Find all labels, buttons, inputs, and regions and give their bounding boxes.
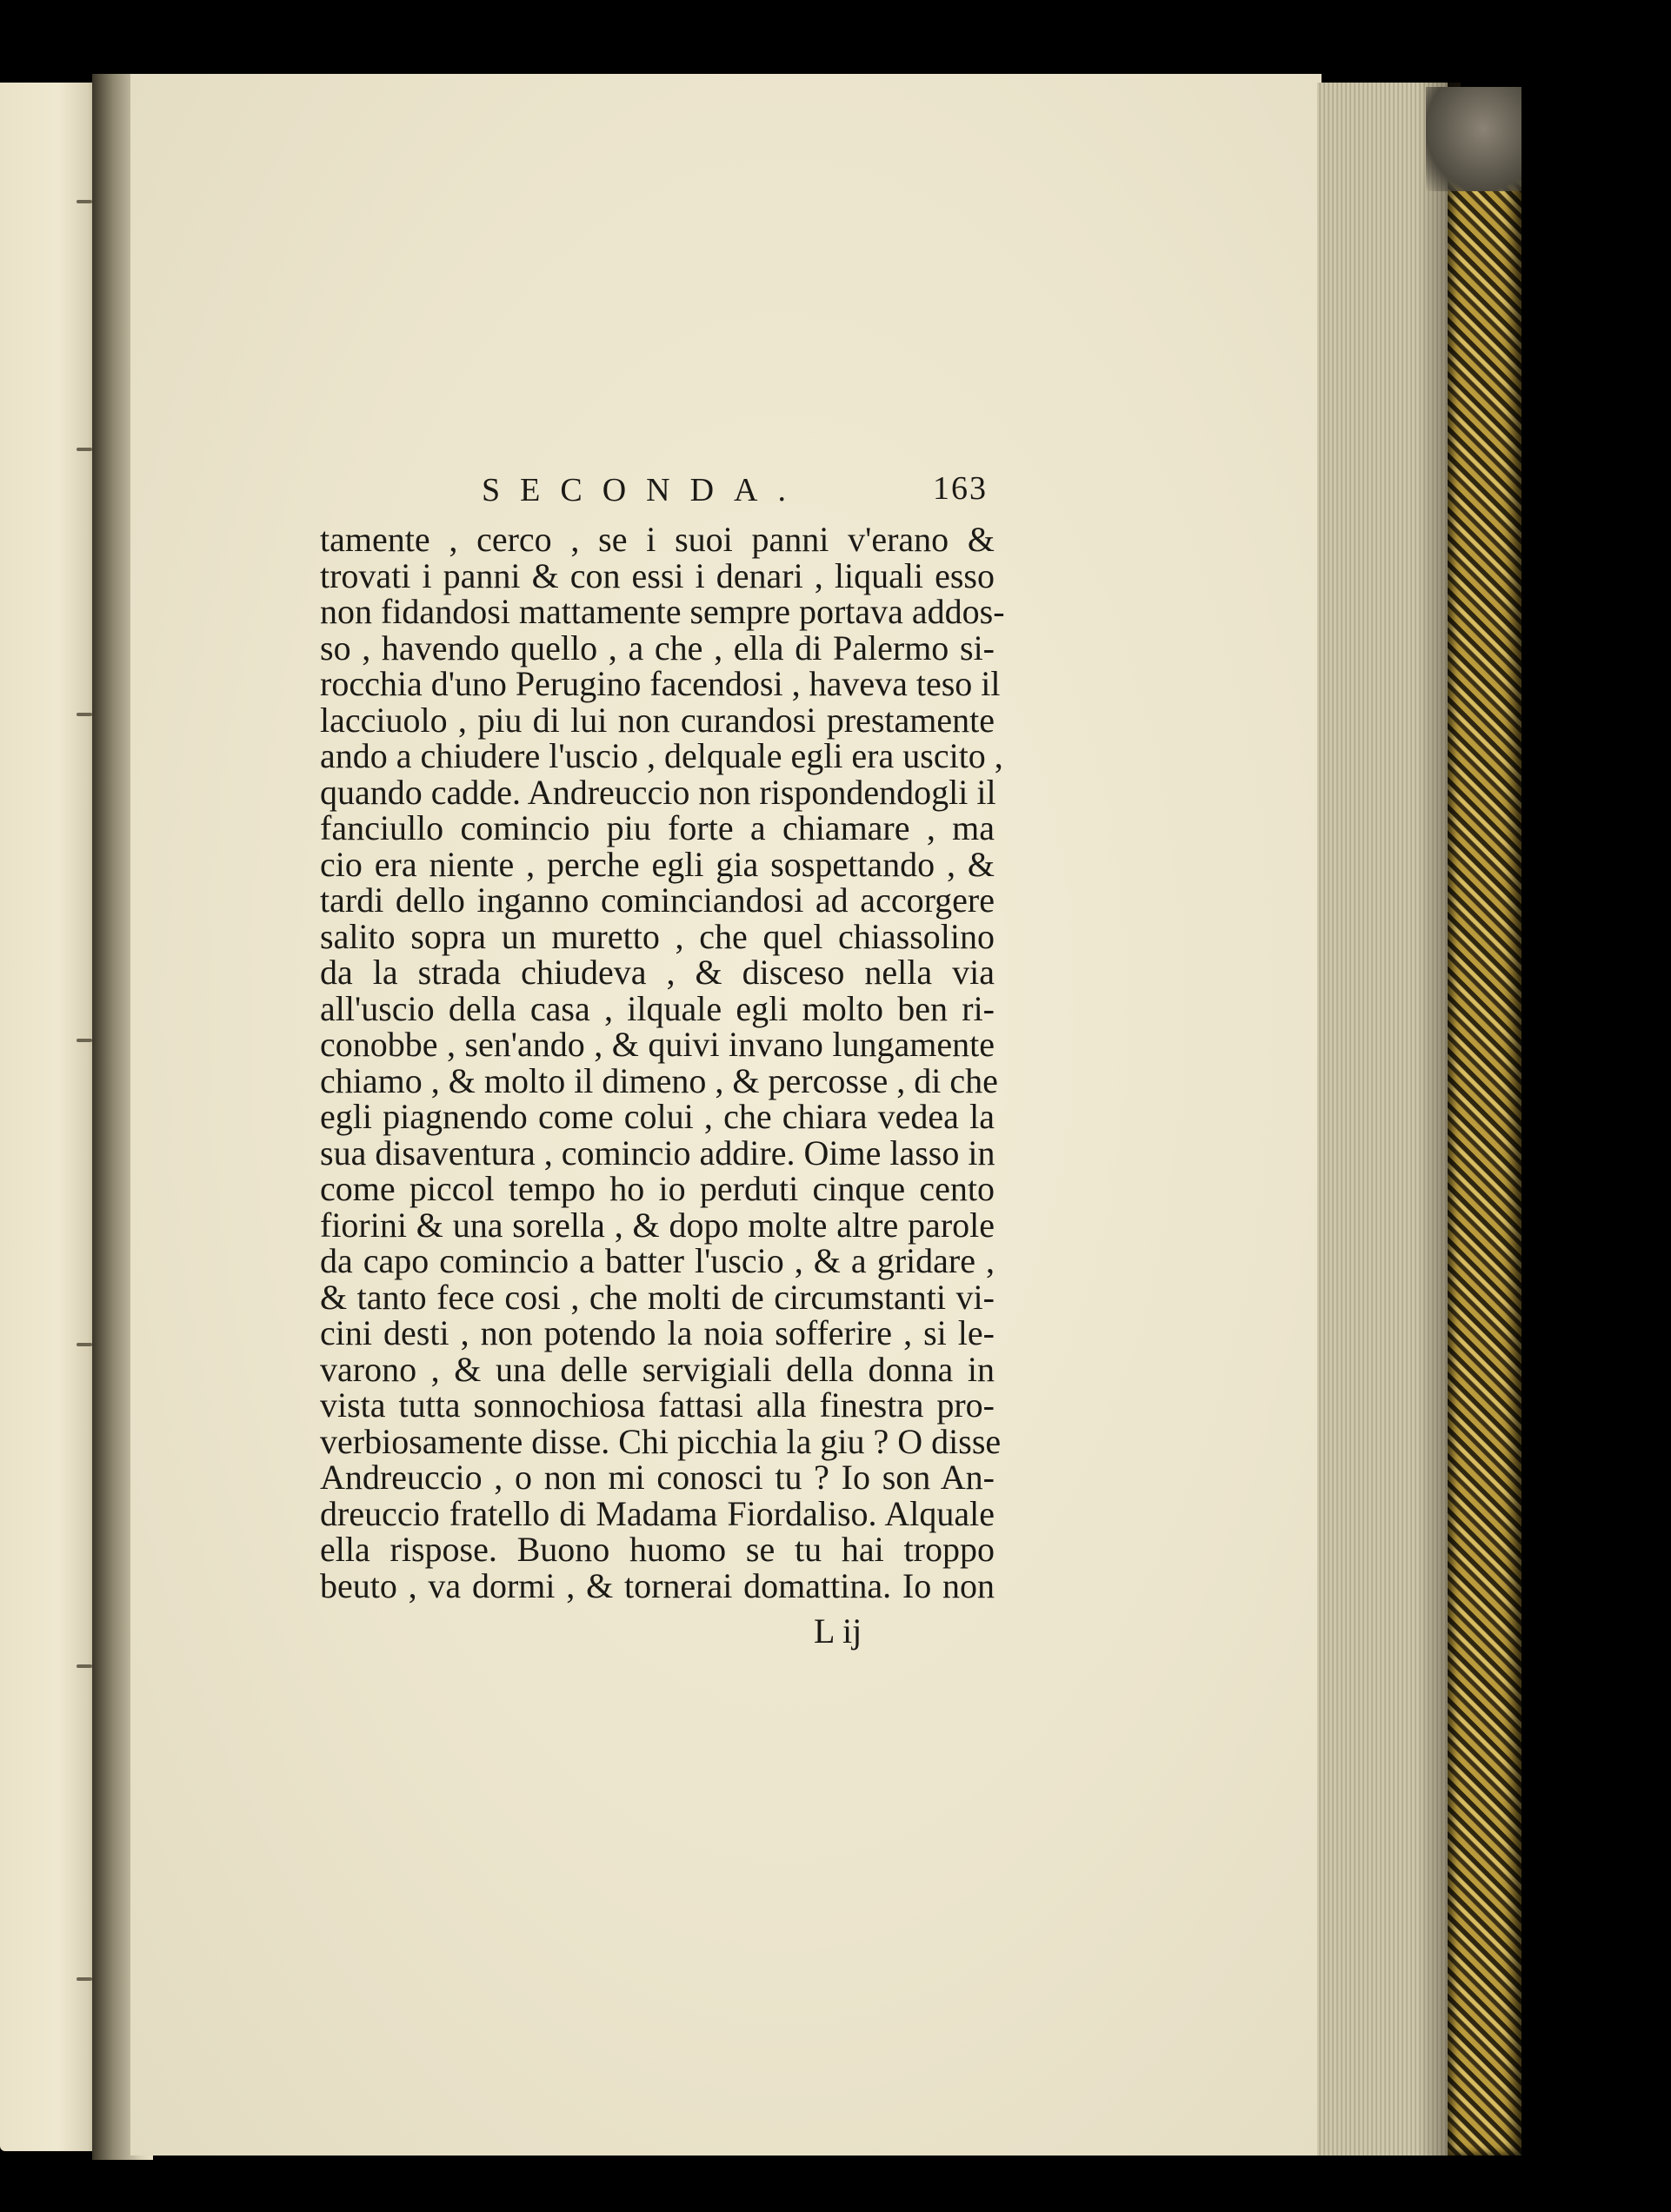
text-line: dreuccio fratello di Madama Fiordaliso. Alquale — [320, 1493, 995, 1533]
text-line: fanciullo comincio piu forte a chiamare , ma — [320, 808, 995, 847]
spine-headcap — [1426, 87, 1521, 191]
binding-stitch — [77, 1039, 92, 1042]
binding-stitch — [77, 1977, 92, 1981]
text-line: cini desti , non potendo la noia sofferire , si le- — [320, 1313, 995, 1352]
binding-stitch — [77, 200, 92, 203]
text-line: ando a chiudere l'uscio , delquale egli era uscito , — [320, 736, 1003, 775]
text-block — [320, 466, 1005, 1652]
binding-stitch — [77, 1664, 92, 1668]
text-line: conobbe , sen'ando , & quivi invano lungamente — [320, 1025, 995, 1064]
binding-stitch — [77, 713, 92, 716]
text-line: lacciuolo , piu di lui non curandosi prestamente — [320, 700, 995, 740]
binding-stitch — [77, 448, 92, 451]
text-line: verbiosamente disse. Chi picchia la giu ? O disse — [320, 1421, 1002, 1461]
text-line: trovati i panni & con essi i denari , liquali esso — [320, 555, 995, 595]
text-line: beuto , va dormi , & tornerai domattina. Io non — [320, 1565, 995, 1605]
text-line: quando cadde. Andreuccio non rispondendogli il — [320, 772, 996, 812]
text-line: & tanto fece cosi , che molti de circumstanti vi- — [320, 1277, 995, 1317]
text-line: varono , & una delle servigiali della donna in — [320, 1349, 995, 1389]
text-line: vista tutta sonnochiosa fattasi alla finestra pro- — [320, 1385, 995, 1425]
text-line: da la strada chiudeva , & disceso nella via — [320, 953, 995, 992]
text-line: da capo comincio a batter l'uscio , & a gridare , — [320, 1241, 995, 1280]
text-line: rocchia d'uno Perugino facendosi , haveva teso il — [320, 664, 1001, 703]
body-text — [320, 520, 1005, 1605]
signature-mark — [320, 1609, 995, 1652]
text-line: chiamo , & molto il dimeno , & percosse , di che — [320, 1060, 998, 1100]
text-line: egli piagnendo come colui , che chiara vedea la — [320, 1097, 995, 1136]
text-line: sua disaventura , comincio addire. Oime lasso in — [320, 1133, 995, 1172]
text-line: Andreuccio , o non mi conosci tu ? Io son An- — [320, 1458, 995, 1497]
binding-stitch — [77, 1343, 92, 1346]
gilt-spine — [1448, 96, 1521, 2156]
text-line: cio era niente , perche egli gia sospettando , & — [320, 844, 995, 884]
text-line: come piccol tempo ho io perduti cinque cento — [320, 1169, 995, 1208]
text-line: fiorini & una sorella , & dopo molte altre parole — [320, 1205, 995, 1245]
page-number: 163 — [933, 470, 988, 507]
text-line: salito sopra un muretto , che quel chiassolino — [320, 916, 995, 956]
text-line: tamente , cerco , se i suoi panni v'erano & — [320, 520, 995, 559]
text-line: all'uscio della casa , ilquale egli molto ben ri- — [320, 988, 995, 1028]
running-head-title: SECONDA. — [482, 472, 806, 508]
running-head — [320, 466, 995, 516]
signature-mark-text: L ij — [814, 1611, 862, 1651]
text-line: ella rispose. Buono huomo se tu hai troppo — [320, 1530, 995, 1569]
left-page — [0, 83, 97, 2151]
text-line: tardi dello inganno cominciandosi ad accorgere — [320, 880, 995, 920]
text-line: so , havendo quello , a che , ella di Palermo si- — [320, 628, 995, 668]
text-line: non fidandosi mattamente sempre portava addos- — [320, 592, 1005, 631]
